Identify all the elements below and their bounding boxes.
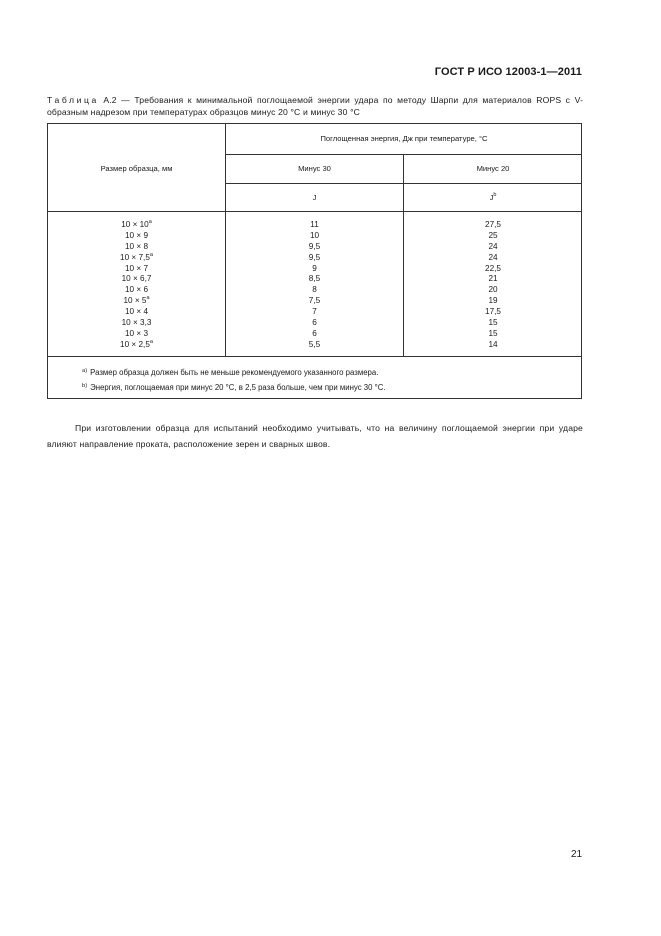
header-minus-30: Минус 30 [298, 164, 331, 173]
specimen-size-cell [48, 242, 225, 253]
footnote-a-text: Размер образца должен быть не меньше рекомендуемого указанного размера. [90, 368, 379, 377]
specimen-size-value: 10 × 6 [125, 285, 148, 295]
charpy-requirements-table [47, 123, 582, 399]
specimen-size-cell [48, 231, 225, 242]
energy-minus-20-cell: 17,5 [485, 307, 501, 317]
footnote-mark: a [149, 251, 153, 258]
unit-minus-20-footnote-mark: b [493, 192, 497, 198]
document-standard-header: ГОСТ Р ИСО 12003-1—2011 [434, 66, 582, 78]
energy-minus-30-cell: 11 [310, 220, 319, 229]
energy-minus-30-cell: 9 [312, 263, 317, 273]
unit-minus-20 [404, 193, 582, 202]
specimen-size-value: 10 × 2,5 [120, 339, 150, 349]
energy-minus-20-cell: 24 [488, 241, 498, 251]
unit-minus-20-text: J [489, 193, 494, 202]
energy-minus-20-cell: 24 [488, 252, 498, 262]
specimen-size-cell [48, 296, 225, 307]
page-number: 21 [571, 849, 583, 860]
table-divider-energy-header [226, 154, 582, 155]
table-divider-body [48, 356, 582, 357]
header-absorbed-energy: Поглощенная энергия, Дж при температуре, °С [320, 134, 488, 143]
energy-minus-30-cell: 7,5 [308, 296, 321, 306]
specimen-size-cell [48, 253, 225, 264]
body-paragraph: При изготовлении образца для испытаний необходимо учитывать, что на величину поглощаемой энергии при ударе влияют направление проката, расположение зерен и сварных швов. [47, 423, 583, 449]
energy-minus-30-cell: 5,5 [308, 339, 321, 349]
energy-minus-20-cell: 19 [488, 296, 498, 306]
specimen-size-value: 10 × 3 [125, 328, 148, 338]
energy-minus-30-cell: 6 [312, 328, 317, 338]
energy-minus-30-cell: 6 [312, 318, 317, 328]
footnote-b [82, 383, 386, 392]
table-divider-temperature-header [226, 183, 582, 184]
energy-minus-20-cell: 20 [488, 285, 498, 295]
footnote-a [82, 368, 378, 377]
footnote-mark: a [149, 338, 153, 345]
specimen-size-cell [48, 318, 225, 329]
energy-minus-30-cell: 9,5 [308, 252, 321, 262]
specimen-size-cell [48, 340, 225, 351]
column-energy-minus-30 [226, 220, 403, 351]
table-divider-head [48, 211, 582, 212]
energy-minus-20-cell: 15 [488, 328, 498, 338]
footnote-b-text: Энергия, поглощаемая при минус 20 °С, в 2,5 раза больше, чем при минус 30 °С. [90, 383, 386, 392]
energy-minus-20-cell: 15 [488, 318, 498, 328]
footnote-b-mark: b) [82, 383, 88, 389]
unit-minus-30: J [312, 193, 317, 202]
specimen-size-value: 10 × 6,7 [121, 274, 152, 284]
specimen-size-value: 10 × 9 [125, 230, 148, 240]
table-caption-text: А.2 — Требования к минимальной поглощаемой энергии удара по методу Шарпи для материалов ROPS с V-образным надрезом при температурах образцов минус 20 °С и минус 30 °С [47, 95, 583, 117]
specimen-size-value: 10 × 7 [125, 263, 148, 273]
energy-minus-30-cell: 8 [312, 285, 317, 295]
header-specimen-size: Размер образца, мм [100, 164, 173, 173]
specimen-size-value: 10 × 3,3 [121, 318, 152, 328]
specimen-size-value: 10 × 10 [121, 220, 149, 229]
energy-minus-20-cell: 25 [488, 230, 498, 240]
energy-minus-20-cell: 22,5 [485, 263, 501, 273]
column-specimen-size [48, 220, 225, 351]
specimen-size-cell [48, 264, 225, 275]
specimen-size-value: 10 × 4 [125, 307, 148, 317]
specimen-size-value: 10 × 8 [125, 241, 148, 251]
specimen-size-cell [48, 285, 225, 296]
column-energy-minus-20 [404, 220, 582, 351]
specimen-size-cell [48, 220, 225, 231]
specimen-size-cell [48, 274, 225, 285]
table-caption [47, 94, 583, 118]
footnote-a-mark: a) [82, 368, 88, 374]
energy-minus-30-cell: 9,5 [308, 241, 321, 251]
header-minus-20: Минус 20 [476, 164, 510, 173]
energy-minus-30-cell: 8,5 [308, 274, 321, 284]
energy-minus-20-cell: 14 [488, 339, 498, 349]
footnote-mark: a [148, 219, 152, 225]
energy-minus-20-cell: 27,5 [485, 220, 501, 229]
specimen-size-cell [48, 329, 225, 340]
specimen-size-cell [48, 307, 225, 318]
specimen-size-value: 10 × 7,5 [120, 252, 150, 262]
energy-minus-20-cell: 21 [488, 274, 498, 284]
specimen-size-value: 10 × 5 [123, 296, 147, 306]
energy-minus-30-cell: 7 [312, 307, 317, 317]
footnote-mark: a [146, 295, 150, 302]
table-caption-label: Таблица [47, 95, 99, 105]
energy-minus-30-cell: 10 [309, 230, 320, 240]
